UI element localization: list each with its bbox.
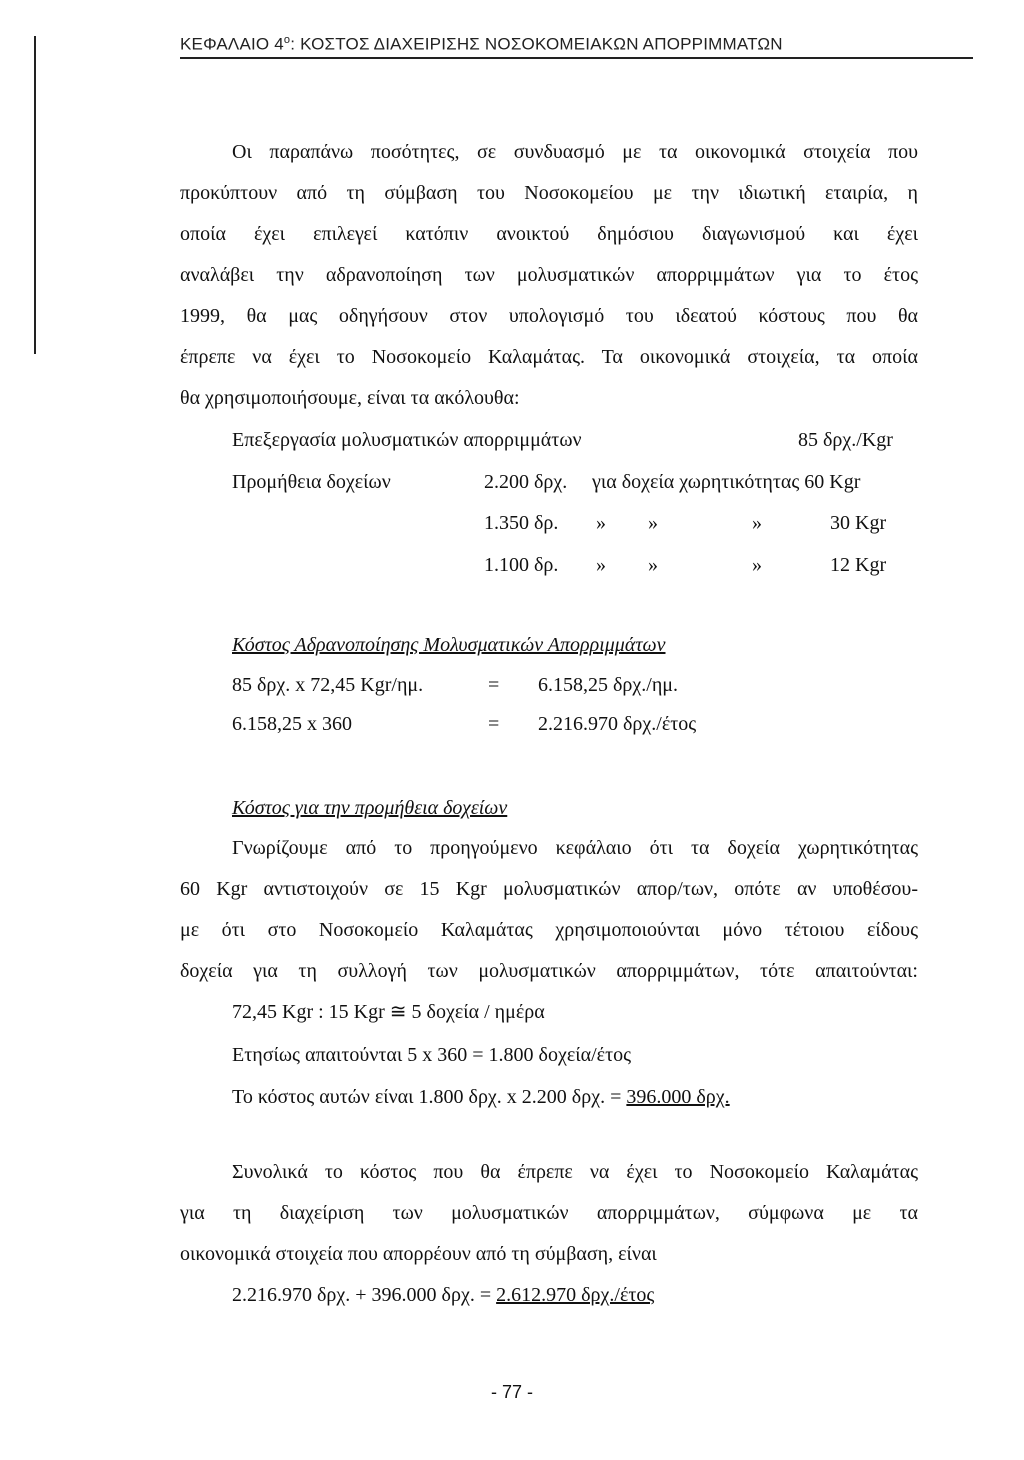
intro-line: έπρεπε να έχει το Νοσοκομείο Καλαμάτας. Τα οικονομικά στοιχεία, τα οποία (180, 346, 918, 368)
processing-value: 85 δρχ./Kgr (798, 429, 893, 451)
containers-line: 60 Kgr αντιστοιχούν σε 15 Kgr μολυσματικών απορ/των, οπότε αν υποθέσου- (180, 878, 918, 900)
total-calc (232, 1283, 654, 1307)
containers-paragraph (180, 828, 918, 992)
containers-line: δοχεία για τη συλλογή των μολυσματικών απορριμμάτων, τότε απαιτούνται: (180, 960, 918, 982)
containers-calc-result: 396.000 δρχ. (626, 1086, 730, 1108)
disposal-calc-right: 2.216.970 δρχ./έτος (538, 713, 697, 735)
container-price: 2.200 δρχ. (484, 471, 568, 493)
container-price: 1.350 δρ. (484, 512, 559, 534)
intro-line: οποία έχει επιλεγεί κατόπιν ανοικτού δημόσιου διαγωνισμού και έχει (180, 223, 918, 245)
intro-line: Οι παραπάνω ποσότητες, σε συνδυασμό με τα οικονομικά στοιχεία που (232, 141, 918, 163)
total-line: για τη διαχείριση των μολυσματικών απορριμμάτων, σύμφωνα με τα (180, 1202, 918, 1224)
ditto-mark: » (596, 554, 606, 576)
intro-line: αναλάβει την αδρανοποίηση των μολυσματικών απορριμμάτων για το έτος (180, 264, 918, 286)
chapter-superscript: ο (283, 34, 291, 46)
container-capacity: 12 Kgr (830, 554, 887, 576)
containers-label: Προμήθεια δοχείων (232, 471, 391, 493)
intro-line: προκύπτουν από τη σύμβαση του Νοσοκομείου με την ιδιωτική εταιρία, η (180, 182, 918, 204)
scan-edge-line (34, 36, 36, 354)
disposal-calc-left: 6.158,25 x 360 (232, 713, 352, 735)
disposal-calc-right: 6.158,25 δρχ./ημ. (538, 674, 679, 696)
header-rule (180, 57, 973, 59)
intro-line: 1999, θα μας οδηγήσουν στον υπολογισμό του ιδεατού κόστους που θα (180, 305, 918, 327)
containers-calc (232, 1085, 730, 1109)
ditto-mark: » (596, 512, 606, 534)
disposal-heading: Κόστος Αδρανοποίησης Μολυσματικών Απορριμμάτων (232, 634, 666, 656)
page-number: - 77 - (490, 1382, 533, 1402)
container-desc: για δοχεία χωρητικότητας 60 Kgr (592, 471, 861, 493)
chapter-title: : ΚΟΣΤΟΣ ΔΙΑΧΕΙΡΙΣΗΣ ΝΟΣΟΚΟΜΕΙΑΚΩΝ ΑΠΟΡΡΙΜΜΑΤΩΝ (290, 34, 783, 54)
container-capacity: 30 Kgr (830, 512, 887, 534)
ditto-mark: » (752, 512, 762, 534)
containers-heading: Κόστος για την προμήθεια δοχείων (232, 797, 508, 819)
containers-line: Γνωρίζουμε από το προηγούμενο κεφάλαιο ότι τα δοχεία χωρητικότητας (232, 837, 918, 859)
intro-line: θα χρησιμοποιήσουμε, είναι τα ακόλουθα: (180, 387, 520, 409)
equals-sign: = (488, 713, 500, 735)
container-price: 1.100 δρ. (484, 554, 559, 576)
ditto-mark: » (648, 554, 658, 576)
total-calc-prefix: 2.216.970 δρχ. + 396.000 δρχ. = (232, 1284, 497, 1306)
containers-calc: Ετησίως απαιτούνται 5 x 360 = 1.800 δοχεία/έτος (232, 1044, 632, 1066)
intro-paragraph (180, 132, 918, 419)
disposal-calc-left: 85 δρχ. x 72,45 Kgr/ημ. (232, 674, 424, 696)
containers-calc-prefix: Το κόστος αυτών είναι 1.800 δρχ. x 2.200 δρχ. = (232, 1086, 627, 1108)
containers-line: με ότι στο Νοσοκομείο Καλαμάτας χρησιμοποιούνται μόνο τέτοιου είδους (180, 919, 918, 941)
chapter-label: ΚΕΦΑΛΑΙΟ 4 (180, 34, 284, 54)
page-header (180, 34, 783, 55)
equals-sign: = (488, 674, 500, 696)
containers-calc: 72,45 Kgr : 15 Kgr ≅ 5 δοχεία / ημέρα (232, 1001, 545, 1023)
processing-label: Επεξεργασία μολυσματικών απορριμμάτων (232, 429, 582, 451)
total-calc-result: 2.612.970 δρχ./έτος (496, 1284, 655, 1306)
ditto-mark: » (752, 554, 762, 576)
total-paragraph (180, 1152, 918, 1275)
ditto-mark: » (648, 512, 658, 534)
total-line: Συνολικά το κόστος που θα έπρεπε να έχει το Νοσοκομείο Καλαμάτας (232, 1161, 918, 1183)
total-line: οικονομικά στοιχεία που απορρέουν από τη σύμβαση, είναι (180, 1243, 657, 1265)
